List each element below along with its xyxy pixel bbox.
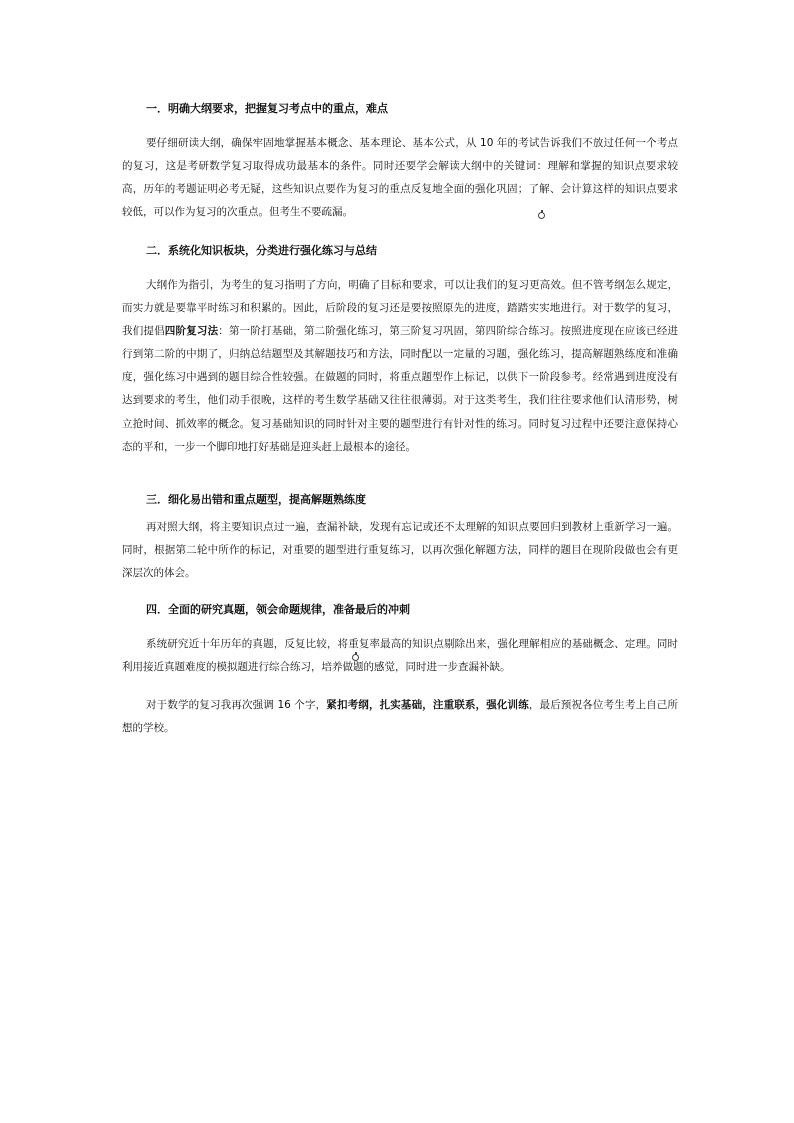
section-1-paragraph [122, 132, 678, 224]
section-4-paragraph-1 [122, 633, 678, 679]
section-3-paragraph [122, 516, 678, 585]
bold-text: 四阶复习法 [164, 325, 219, 338]
text-run: ：第一阶打基础，第二阶强化练习，第三阶复习巩固，第四阶综合练习。按照进度现在应该已经进行到第二阶的中期了，归纳总结题型及其解题技巧和方法，同时配以一定量的习题，强化练习，提高解题熟练度和准确度，强化练习中遇到的题目综合性较强。在做题的同时，将重点题型作上标记，以供下一阶段参考。经常遇到进度没有达到要求的考生，他们动手很晚，这样的考生数学基础又往往很薄弱。对于这类考生，我们往往要求他们认清形势，树立抢时间、抓效率的概念。复习基础知识的同时针对主要的题型进行有针对性的练习。同时复习过程中还要注意保持心态的平和，一步一个脚印地打好基础是迎头赶上最根本的途径。 [122, 325, 679, 453]
section-4-heading: 四．全面的研究真题，领会命题规律，准备最后的冲刺 [146, 603, 410, 616]
section-2-paragraph [122, 274, 678, 459]
section-4-paragraph-2 [122, 694, 678, 740]
bold-text: 紧扣考纲，扎实基础，注重联系，强化训练 [326, 699, 529, 711]
text-run: 系统研究近十年历年的真题，反复比较，将重复率最高的知识点剔除出来，强化理解相应的基础概念、定理。同时利用接近真题难度的模拟题进行综合练习，培养做题的感觉，同时进一步查漏补缺。 [122, 638, 678, 674]
anchor-mark-icon [352, 654, 359, 661]
section-1-heading: 一．明确大纲要求，把握复习考点中的重点，难点 [146, 102, 388, 115]
text-run: 大纲作为指引，为考生的复习指明了方向，明确了目标和要求，可以让我们的复习更高效。但不管考纲怎么规定，而实力就是要靠平时练习和积累的。因此，后阶段的复习还是要按照原先的进度，踏踏实实地进行。对于数学的复习，我们提倡 [122, 279, 678, 338]
text-run: 对于数学的复习我再次强调 16 个字， [146, 699, 327, 711]
text-run: ，最后预祝各位考生考上自己所想的学校。 [122, 699, 679, 735]
text-run: 再对照大纲，将主要知识点过一遍，查漏补缺，发现有忘记或还不太理解的知识点要回归到教材上重新学习一遍。同时，根据第二轮中所作的标记，对重要的题型进行重复练习，以再次强化解题方法，同样的题目在现阶段做也会有更深层次的体会。 [122, 521, 678, 580]
text-run: 要仔细研读大纲，确保牢固地掌握基本概念、基本理论、基本公式，从 10 年的考试告诉我们不放过任何一个考点的复习，这是考研数学复习取得成功最基本的条件。同时还要学会解读大纲中的关键词：理解和掌握的知识点要求较高，历年的考题证明必考无疑，这些知识点要作为复习的重点反复地全面的强化巩固；了解、会计算这样的知识点要求较低，可以作为复习的次重点。但考生不要疏漏。 [122, 137, 678, 219]
anchor-mark-icon [538, 212, 545, 219]
section-2-heading: 二．系统化知识板块，分类进行强化练习与总结 [146, 244, 377, 257]
section-3-heading: 三．细化易出错和重点题型，提高解题熟练度 [146, 493, 366, 506]
